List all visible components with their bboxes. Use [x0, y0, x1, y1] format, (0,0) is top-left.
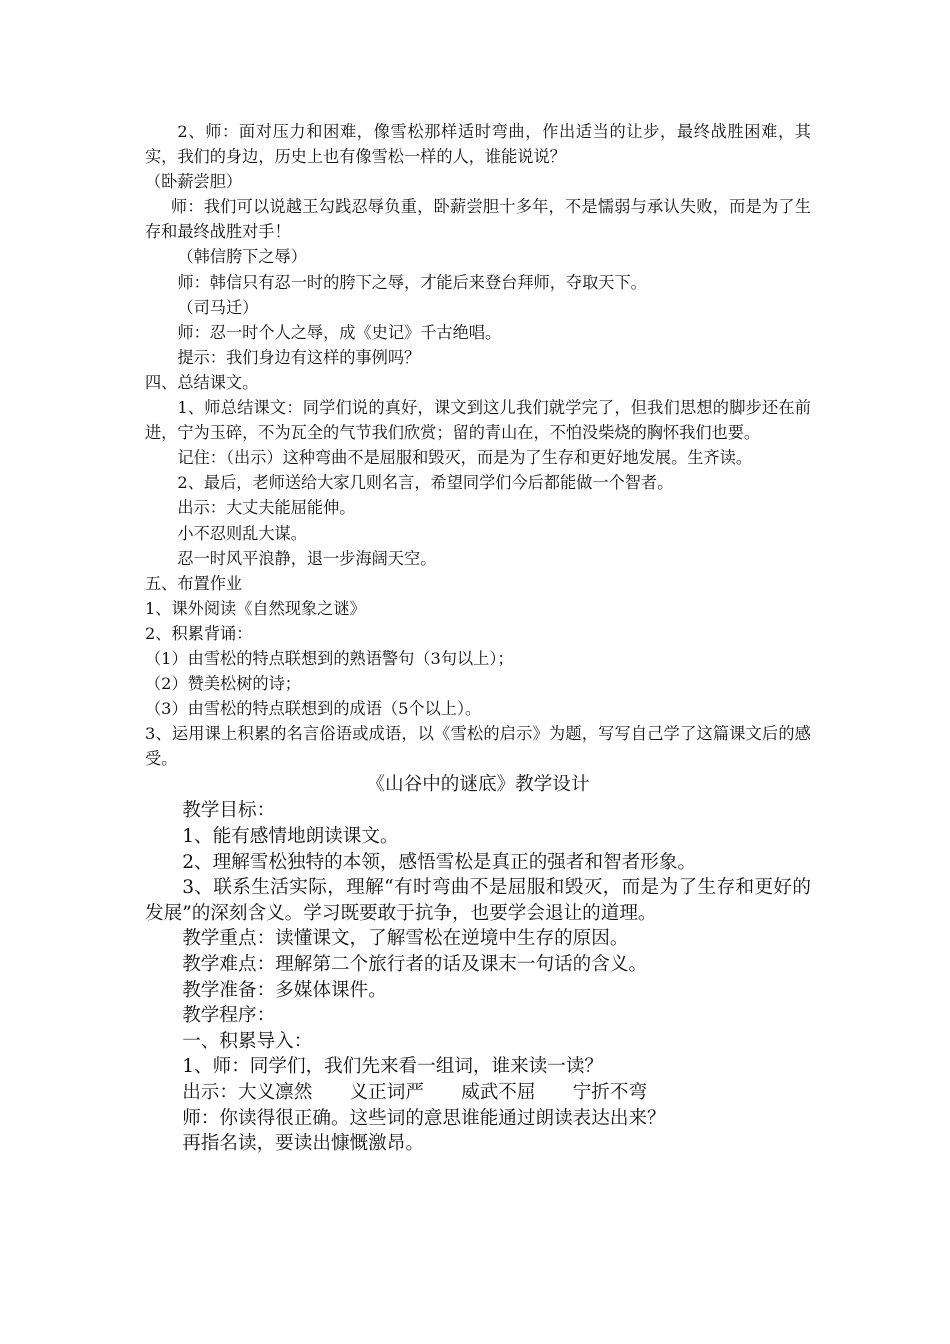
- paragraph: （司马迁）: [177, 297, 259, 317]
- paragraph: 师：忍一时个人之辱，成《史记》千古绝唱。: [177, 322, 502, 342]
- paragraph: 3、联系生活实际，理解“有时弯曲不是屈服和毁灭，而是为了生存和更好的发展”的深刻含义。学习既要敢于抗争，也要学会退让的道理。: [145, 877, 811, 924]
- paragraph: 提示：我们身边有这样的事例吗？: [177, 347, 421, 367]
- paragraph: 1、课外阅读《自然现象之谜》: [145, 598, 366, 618]
- paragraph: 教学目标：: [182, 800, 276, 822]
- document-title: 《山谷中的谜底》教学设计: [366, 774, 590, 796]
- paragraph: 师：你读得很正确。这些词的意思谁能通过朗读表达出来？: [182, 1107, 666, 1129]
- paragraph: 小不忍则乱大谋。: [177, 523, 307, 543]
- paragraph: 师：我们可以说越王勾践忍辱负重，卧薪尝胆十多年，不是懦弱与承认失败，而是为了生存和最终战胜对手！: [145, 197, 811, 242]
- section-heading: 一、积累导入：: [182, 1030, 313, 1052]
- paragraph: 出示：大丈夫能屈能伸。: [177, 498, 356, 518]
- paragraph: 2、理解雪松独特的本领，感悟雪松是真正的强者和智者形象。: [182, 851, 697, 873]
- paragraph: 教学重点：读懂课文，了解雪松在逆境中生存的原因。: [182, 928, 629, 950]
- paragraph: 教学难点：理解第二个旅行者的话及课末一句话的含义。: [182, 954, 648, 975]
- paragraph: 再指名读，要读出慷慨激昂。: [182, 1133, 424, 1155]
- paragraph: 3、运用课上积累的名言俗语或成语，以《雪松的启示》为题，写写自己学了这篇课文后的感受。: [145, 724, 811, 769]
- paragraph: 教学准备：多媒体课件。: [182, 979, 387, 1001]
- document-page: [145, 119, 811, 1157]
- paragraph: 师：韩信只有忍一时的胯下之辱，才能后来登台拜师，夺取天下。: [177, 272, 647, 292]
- paragraph: （3）由雪松的特点联想到的成语（5个以上）。: [145, 699, 482, 719]
- paragraph: 2、师：面对压力和困难，像雪松那样适时弯曲，作出适当的让步，最终战胜困难，其实，我们的身边，历史上也有像雪松一样的人，谁能说说？: [145, 122, 811, 167]
- paragraph: （卧薪尝胆）: [145, 172, 243, 192]
- paragraph: （韩信胯下之辱）: [177, 247, 307, 267]
- paragraph: （1）由雪松的特点联想到的熟语警句（3句以上）；: [145, 648, 514, 668]
- paragraph: 1、师：同学们，我们先来看一组词，谁来读一读？: [182, 1056, 604, 1078]
- paragraph: 出示：大义凛然 义正词严 威武不屈 宁折不弯: [182, 1081, 648, 1103]
- paragraph: 2、最后，老师送给大家几则名言，希望同学们今后都能做一个智者。: [177, 473, 674, 493]
- paragraph: （2）赞美松树的诗；: [145, 674, 301, 694]
- paragraph: 忍一时风平浪静，退一步海阔天空。: [177, 548, 437, 568]
- section-heading: 五、布置作业: [145, 573, 243, 593]
- paragraph: 记住：（出示）这种弯曲不是屈服和毁灭，而是为了生存和更好地发展。生齐读。: [177, 448, 753, 468]
- section-heading: 四、总结课文。: [145, 372, 259, 392]
- paragraph: 1、能有感情地朗读课文。: [182, 826, 399, 848]
- paragraph: 1、师总结课文：同学们说的真好，课文到这儿我们就学完了，但我们思想的脚步还在前进，宁为玉碎，不为瓦全的气节我们欣赏；留的青山在，不怕没柴烧的胸怀我们也要。: [145, 398, 811, 443]
- paragraph: 教学程序：: [182, 1005, 276, 1027]
- paragraph: 2、积累背诵：: [145, 623, 253, 643]
